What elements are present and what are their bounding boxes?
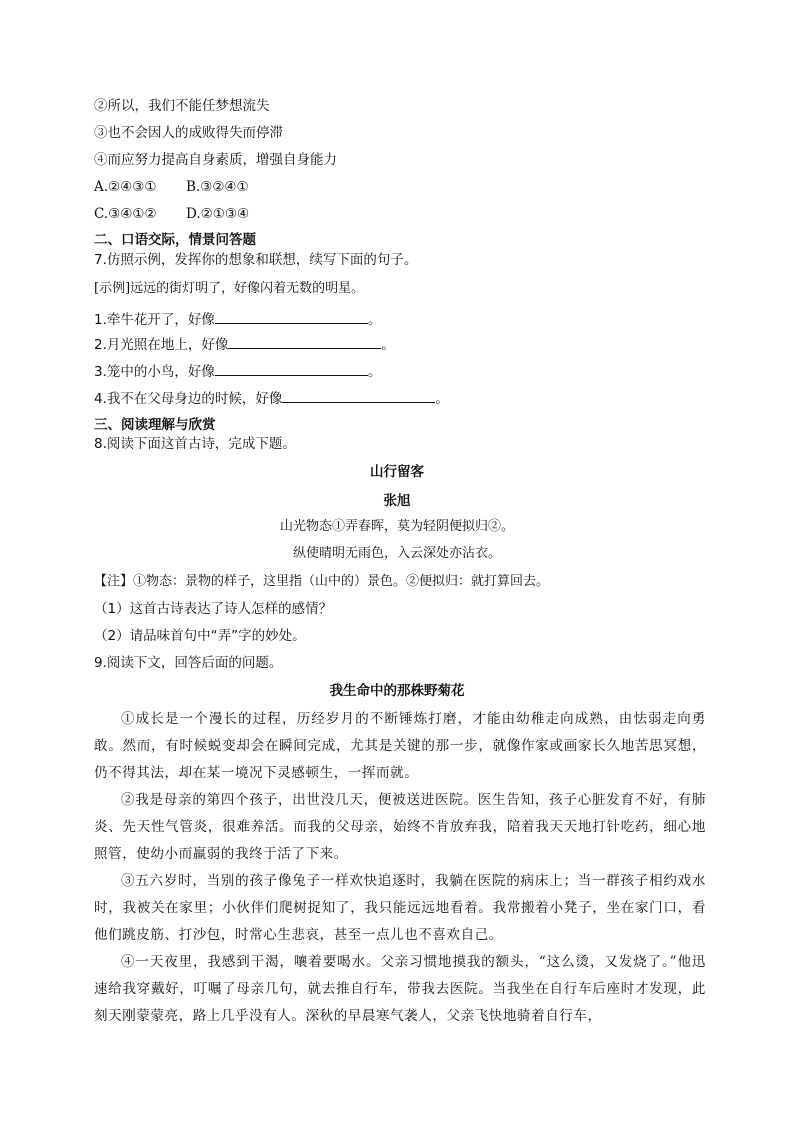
fill-item-1: 1.牵牛花开了，好像 。 [94, 309, 381, 329]
option-item-2: ②所以，我们不能任梦想流失 [94, 98, 270, 114]
answer-options-row-1 [94, 178, 249, 196]
fill-item-text: 2.月光照在地上，好像 [94, 337, 229, 353]
fill-item-3: 3.笼中的小鸟，好像 。 [94, 361, 381, 381]
essay-paragraph-1: ①成长是一个漫长的过程，历经岁月的不断锤炼打磨，才能由幼稚走向成熟，由怯弱走向勇敢。然而，有时候蜕变却会在瞬间完成，尤其是关键的那一步，就像作家或画家长久地苦思冥想，仍不得其法，却在某一境况下灵感顿生，一挥而就。 [94, 711, 706, 781]
essay-paragraph-2: ②我是母亲的第四个孩子，出世没几天，便被送进医院。医生告知，孩子心脏发育不好，有肺炎、先天性气管炎，很难养活。而我的父母亲，始终不肯放弃我，陪着我天天地打针吃药，细心地照管，使幼小而羸弱的我终于活了下来。 [94, 792, 706, 862]
fill-item-4: 4.我不在父母身边的时候，好像 。 [94, 388, 449, 408]
poem-line-1: 山光物态①弄春晖，莫为轻阴便拟归②。 [279, 519, 514, 534]
sub-question-2: （2）请品味首句中“弄”字的妙处。 [94, 628, 306, 644]
answer-option-d: D.②①③④ [186, 206, 250, 222]
question-9: 9.阅读下文，回答后面的问题。 [94, 655, 283, 671]
option-item-3: ③也不会因人的成败得失而停滞 [94, 125, 283, 141]
question-7: 7.仿照示例，发挥你的想象和联想，续写下面的句子。 [94, 252, 418, 268]
poem-author: 张旭 [383, 493, 411, 509]
essay-paragraph-4: ④一天夜里，我感到干渴，嚷着要喝水。父亲习惯地摸我的额头，“这么烫，又发烧了。”他迅速给我穿戴好，叮嘱了母亲几句，就去推自行车，带我去医院。当我坐在自行车后座时才发现，此刻天刚蒙蒙亮，路上几乎没有人。深秋的早晨寒气袭人，父亲飞快地骑着自行车， [94, 954, 706, 1024]
poem-line-2: 纵使晴明无雨色，入云深处亦沾衣。 [292, 546, 501, 561]
fill-item-2: 2.月光照在地上，好像 。 [94, 334, 395, 354]
poem-title: 山行留客 [370, 464, 424, 480]
answer-blank[interactable] [215, 361, 368, 376]
answer-blank[interactable] [282, 388, 435, 403]
question-8: 8.阅读下面这首古诗，完成下题。 [94, 436, 296, 452]
option-item-4: ④而应努力提高自身素质，增强自身能力 [94, 152, 337, 168]
answer-options-row-2 [94, 205, 249, 223]
fill-item-text: 4.我不在父母身边的时候，好像 [94, 391, 283, 407]
answer-blank[interactable] [215, 309, 368, 324]
answer-option-c: C.③④①② [94, 206, 157, 222]
fill-item-text: 3.笼中的小鸟，好像 [94, 364, 215, 380]
answer-option-a: A.②④③① [94, 179, 157, 195]
section-3-heading: 三、阅读理解与欣赏 [94, 417, 216, 433]
section-2-heading: 二、口语交际，情景问答题 [94, 232, 256, 248]
example-sentence: [示例]远远的街灯明了，好像闪着无数的明星。 [94, 281, 365, 296]
sub-question-1: （1）这首古诗表达了诗人怎样的感情？ [94, 601, 333, 617]
essay-paragraph-3: ③五六岁时，当别的孩子像兔子一样欢快追逐时，我躺在医院的病床上；当一群孩子相约戏水时，我被关在家里；小伙伴们爬树捉知了，我只能远远地看着。我常搬着小凳子，坐在家门口，看他们跳皮筋、打沙包，时常心生悲哀，甚至一点儿也不喜欢自己。 [94, 873, 706, 943]
poem-note: 【注】①物态：景物的样子，这里指（山中的）景色。②便拟归：就打算回去。 [94, 574, 550, 589]
answer-option-b: B.③②④① [186, 179, 249, 195]
essay-title: 我生命中的那株野菊花 [329, 683, 465, 699]
answer-blank[interactable] [228, 334, 381, 349]
fill-item-text: 1.牵牛花开了，好像 [94, 312, 215, 328]
